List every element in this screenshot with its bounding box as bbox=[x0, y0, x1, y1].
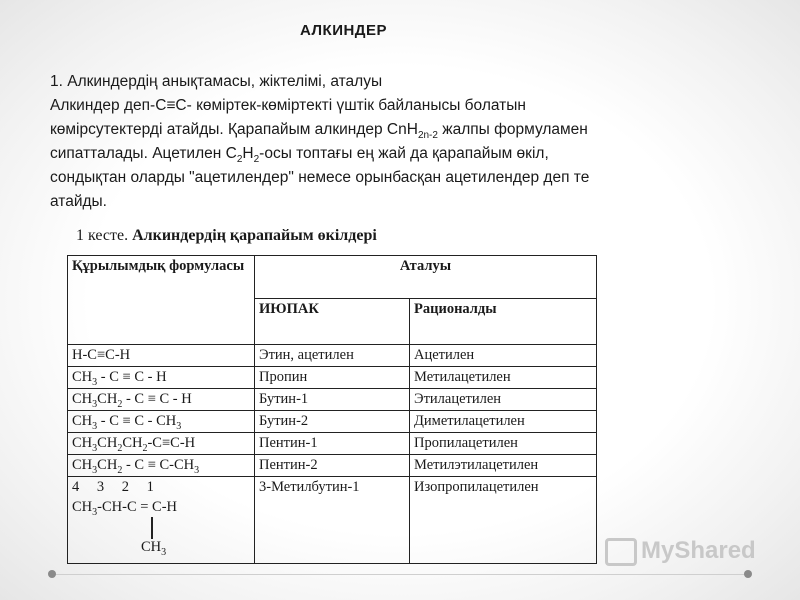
carbon-numbering: 4 3 2 1 bbox=[72, 479, 154, 495]
formula-cell: $CH_3 - C \equiv C - CH_3$ bbox=[68, 411, 255, 433]
rational-cell: Диметилацетилен bbox=[410, 411, 597, 433]
iupac-cell: Этин, ацетилен bbox=[255, 345, 410, 367]
formula-cell: $CH_3CH_2 - C \equiv C-CH_3$ bbox=[68, 455, 255, 477]
footer-dot-left bbox=[48, 570, 56, 578]
table-row bbox=[68, 455, 597, 477]
para-line-3: сипатталады. Ацетилен $С_2Н_2$-осы топтағы ең жай да қарапайым өкіл, bbox=[50, 145, 549, 166]
iupac-cell: Пропин bbox=[255, 367, 410, 389]
intro-paragraph bbox=[50, 70, 740, 214]
table-row bbox=[68, 389, 597, 411]
rational-cell: Пропилацетилен bbox=[410, 433, 597, 455]
para-line-5: атайды. bbox=[50, 193, 107, 210]
para-line-4: сондықтан оларды "ацетилендер" немесе орынбасқан ацетилендер деп те bbox=[50, 169, 590, 186]
table-row bbox=[68, 345, 597, 367]
branch-bond bbox=[151, 517, 153, 539]
rational-cell: Изопропилацетилен bbox=[410, 477, 597, 564]
section-heading: 1. Алкиндердің анықтамасы, жіктелімі, аталуы bbox=[50, 73, 383, 90]
formula-cell: $CH_3CH_2CH_2-C\equiv C-H$ bbox=[68, 433, 255, 455]
table-row bbox=[68, 411, 597, 433]
rational-cell: Этилацетилен bbox=[410, 389, 597, 411]
myshared-logo: MyShared bbox=[605, 537, 756, 566]
rational-cell: Метилэтилацетилен bbox=[410, 455, 597, 477]
table-body bbox=[68, 345, 597, 477]
iupac-cell: Бутин-1 bbox=[255, 389, 410, 411]
table-row bbox=[68, 367, 597, 389]
footer-rule bbox=[52, 574, 748, 575]
para-line-1: Алкиндер деп-С≡С- көміртек-көміртекті үштік байланысы болатын bbox=[50, 97, 526, 114]
iupac-cell: Бутин-2 bbox=[255, 411, 410, 433]
iupac-cell: 3-Метилбутин-1 bbox=[255, 477, 410, 564]
table-header-row bbox=[68, 256, 597, 299]
formula-cell: $CH_3CH_2 - C \equiv C - H$ bbox=[68, 389, 255, 411]
footer-dot-right bbox=[744, 570, 752, 578]
header-rational: Рационалды bbox=[410, 299, 597, 345]
iupac-cell: Пентин-1 bbox=[255, 433, 410, 455]
iupac-cell: Пентин-2 bbox=[255, 455, 410, 477]
para-line-2: көмірсутектерді атайды. Қарапайым алкиндер CnH$_{2n-2}$ жалпы формуламен bbox=[50, 121, 588, 142]
structure-cell bbox=[68, 477, 255, 564]
rational-cell: Ацетилен bbox=[410, 345, 597, 367]
formula-cell: $CH_3 - C \equiv C - H$ bbox=[68, 367, 255, 389]
table-caption: 1 кесте. Алкиндердің қарапайым өкілдері bbox=[76, 227, 377, 244]
slide-title: АЛКИНДЕР bbox=[300, 22, 388, 39]
rational-cell: Метилацетилен bbox=[410, 367, 597, 389]
alkynes-table bbox=[67, 255, 597, 564]
formula-cell: H-C≡C-H bbox=[68, 345, 255, 367]
branch-group: $CH_3$ bbox=[141, 539, 167, 558]
header-structural-formula: Құрылымдық формуласы bbox=[68, 256, 255, 345]
main-chain-formula: $CH_3-CH-C = C-H$ bbox=[72, 499, 178, 518]
header-iupac: ИЮПАК bbox=[255, 299, 410, 345]
table-row bbox=[68, 433, 597, 455]
header-names: Аталуы bbox=[255, 256, 597, 299]
table-row bbox=[68, 477, 597, 564]
logo-icon bbox=[605, 538, 637, 566]
